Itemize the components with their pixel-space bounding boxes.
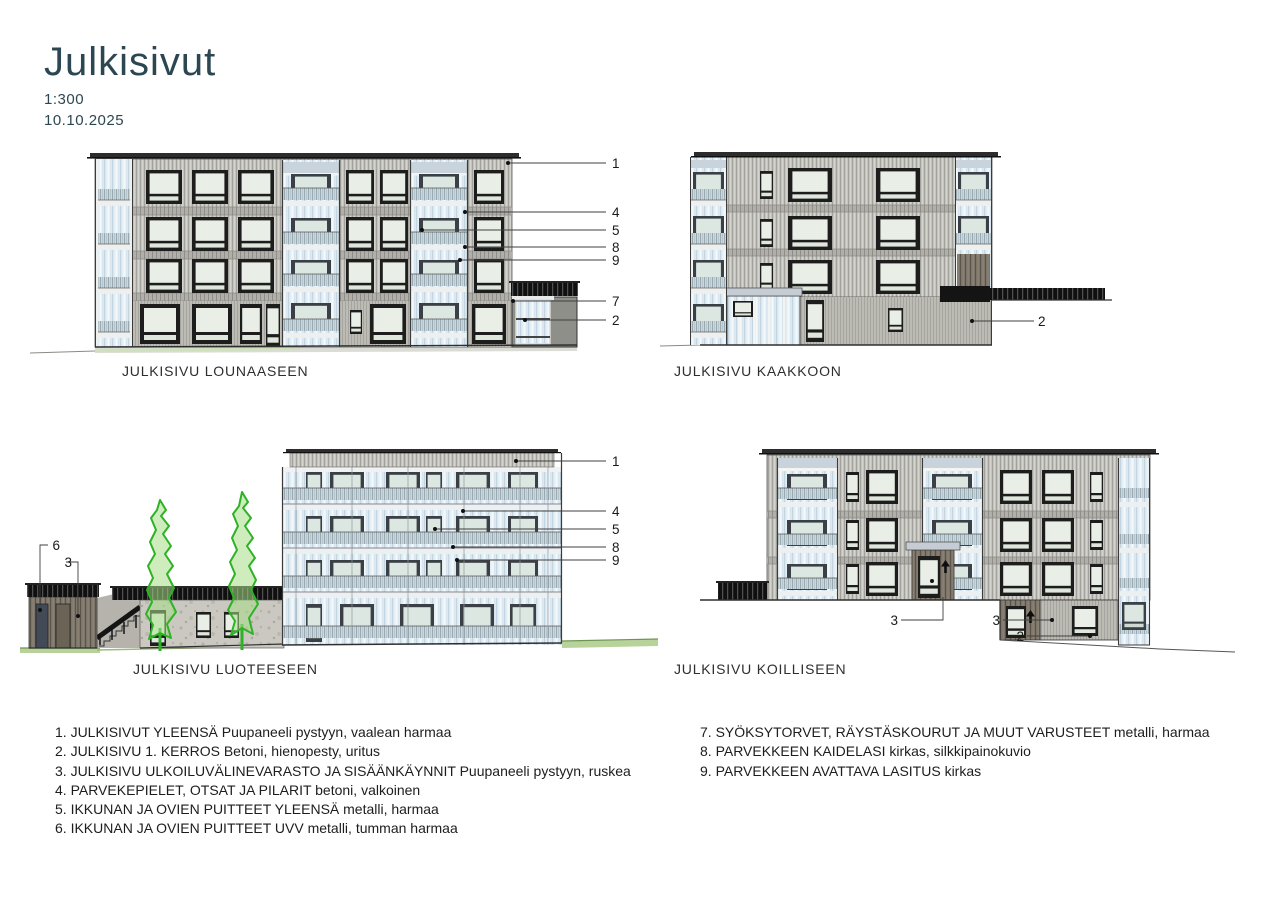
callout-number: 4 (612, 504, 620, 519)
elevation-label-luoteeseen: JULKISIVU LUOTEESEEN (133, 661, 318, 677)
entrance (906, 542, 960, 600)
legend-item: 2. JULKISIVU 1. KERROS Betoni, hienopesty, uritus (55, 743, 381, 760)
legend-right-column (700, 723, 1210, 781)
glazed-balcony-column (95, 159, 133, 347)
callout-number: 1 (612, 156, 620, 171)
drawing-scale: 1:300 (44, 91, 85, 108)
callout-number: 3 (64, 555, 72, 570)
legend-item: 3. JULKISIVU ULKOILUVÄLINEVARASTO JA SISÄÄNKÄYNNIT Puupaneeli pystyyn, ruskea (55, 762, 631, 779)
callout-number: 5 (612, 522, 620, 537)
elevation-label-kaakkoon: JULKISIVU KAAKKOON (674, 363, 842, 379)
elevation-label-koilliseen: JULKISIVU KOILLISEEN (674, 661, 847, 677)
legend-item: 5. IKKUNAN JA OVIEN PUITTEET YLEENSÄ metalli, harmaa (55, 801, 439, 818)
callout-number: 2 (1038, 314, 1046, 329)
glazed-balcony-column (690, 157, 727, 345)
legend-item: 6. IKKUNAN JA OVIEN PUITTEET UVV metalli, tumman harmaa (55, 820, 458, 837)
callout-number: 2 (1016, 629, 1024, 644)
callout-number: 3 (890, 613, 898, 628)
elevation-label-lounaaseen: JULKISIVU LOUNAASEEN (122, 363, 309, 379)
callout-number: 4 (612, 205, 620, 220)
callout-number: 3 (992, 613, 1000, 628)
legend-item: 7. SYÖKSYTORVET, RÄYSTÄSKOURUT JA MUUT VARUSTEET metalli, harmaa (700, 724, 1210, 740)
glazed-corner-strip (1118, 458, 1150, 645)
lower-level (1000, 600, 1235, 652)
callout-number: 7 (612, 294, 620, 309)
legend-left-column (55, 723, 631, 839)
drawing-date: 10.10.2025 (44, 112, 125, 129)
legend-item: 9. PARVEKKEEN AVATTAVA LASITUS kirkas (700, 762, 982, 779)
elevation-luoteeseen-drawing (20, 449, 658, 653)
callout-number: 8 (612, 240, 620, 255)
glazed-balcony-column (777, 458, 838, 600)
callout-number: 8 (612, 540, 620, 555)
annex-storage (25, 583, 101, 648)
elevation-kaakkoon-drawing (660, 152, 1112, 346)
callout-number: 1 (612, 454, 620, 469)
balcony-section (282, 160, 340, 347)
balcony-section (410, 160, 468, 347)
callout-number: 9 (612, 553, 620, 568)
legend-item: 8. PARVEKKEEN KAIDELASI kirkas, silkkipainokuvio (700, 743, 1031, 760)
callout-number: 5 (612, 223, 620, 238)
callout-number: 9 (612, 253, 620, 268)
callout-number: 6 (52, 538, 60, 553)
legend-item: 4. PARVEKEPIELET, OTSAT JA PILARIT betoni, valkoinen (55, 781, 421, 798)
legend-item: 1. JULKISIVUT YLEENSÄ Puupaneeli pystyyn, vaalean harmaa (55, 724, 452, 740)
elevation-koilliseen-drawing (700, 449, 1235, 652)
page-title: Julkisivut (44, 40, 217, 84)
annex-storage (509, 281, 580, 347)
callout-number: 2 (612, 313, 620, 328)
elevation-lounaaseen-drawing (30, 153, 620, 353)
